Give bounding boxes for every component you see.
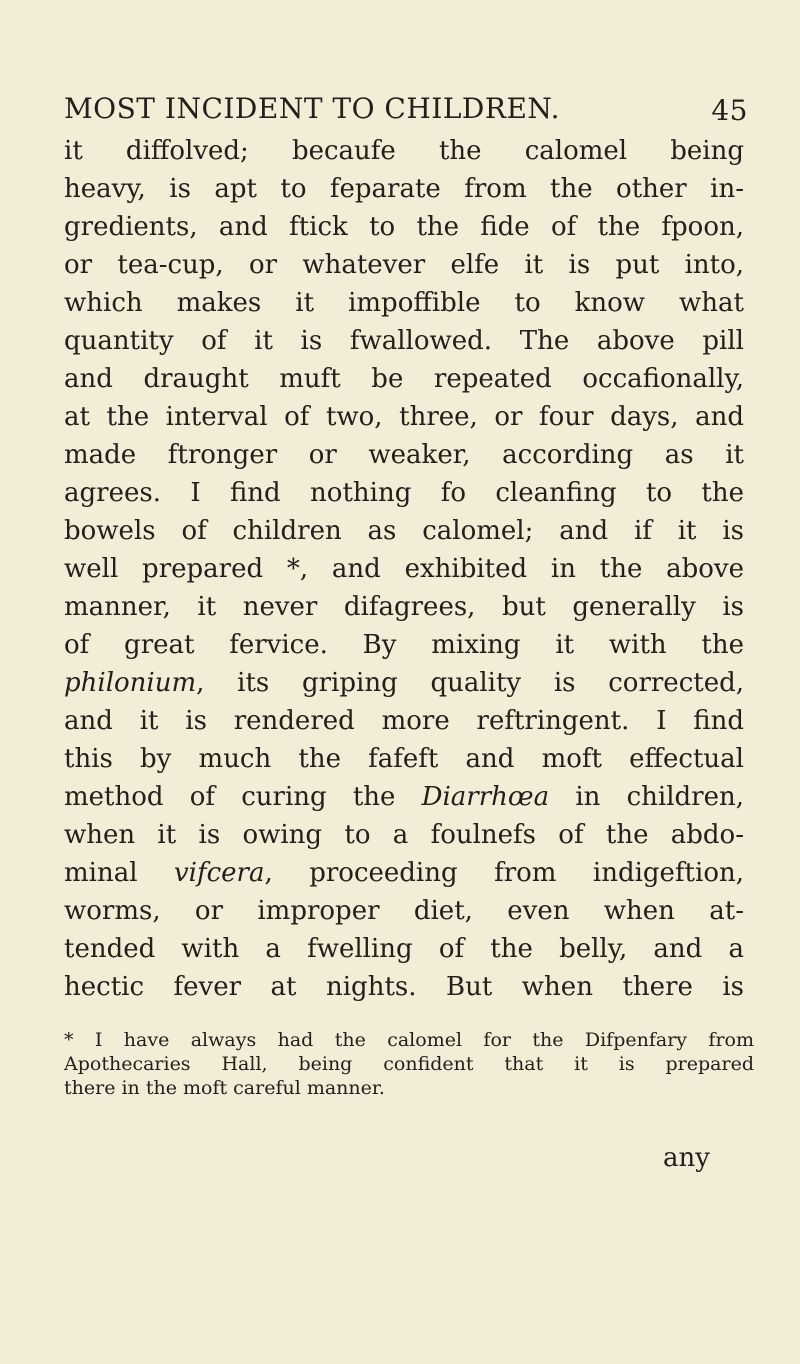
text-line: manner, it never difagrees, but generally is [64,592,744,622]
text-line: bowels of children as calomel; and if it is [64,516,744,546]
text-line: well prepared *, and exhibited in the above [64,554,744,584]
italic-term: vifcera [173,858,265,888]
text-line: tended with a fwelling of the belly, and a [64,934,744,964]
text-line: it diffolved; becaufe the calomel being [64,136,744,166]
text-line: which makes it impoffible to know what [64,288,744,318]
text-line: gredients, and ftick to the fide of the fpoon, [64,212,744,242]
text-line: heavy, is apt to feparate from the other in- [64,174,744,204]
page-number: 45 [711,94,748,127]
text-line: method of curing the Diarrhœa in children, [64,782,744,812]
text-line: quantity of it is fwallowed. The above pill [64,326,744,356]
text-line: and it is rendered more reftringent. I find [64,706,744,736]
footnote-line: there in the moft careful manner. [64,1077,385,1099]
footnote-line: * I have always had the calomel for the Difpenfary from [64,1029,754,1051]
text-line: at the interval of two, three, or four days, and [64,402,744,432]
text-line: when it is owing to a foulnefs of the abdo- [64,820,744,850]
text-line: made ftronger or weaker, according as it [64,440,744,470]
body-text [64,132,744,1006]
text-line: and draught muft be repeated occafionally, [64,364,744,394]
text-line: hectic fever at nights. But when there is [64,972,744,1002]
catchword: any [663,1143,710,1173]
italic-term: philonium [64,668,197,698]
text-line: philonium, its griping quality is corrected, [64,668,744,698]
text-line: of great fervice. By mixing it with the [64,630,744,660]
italic-term: Diarrhœa [421,782,550,812]
page-header [64,92,748,127]
text-line: minal vifcera, proceeding from indigeftion, [64,858,744,888]
text-line: or tea-cup, or whatever elfe it is put into, [64,250,744,280]
text-line: this by much the fafeft and moft effectual [64,744,744,774]
running-title: MOST INCIDENT TO CHILDREN. [64,92,560,125]
footnote-line: Apothecaries Hall, being confident that it is prepared [64,1053,754,1075]
text-line: worms, or improper diet, even when at- [64,896,744,926]
footnote [64,1028,754,1100]
text-line: agrees. I find nothing fo cleanfing to the [64,478,744,508]
